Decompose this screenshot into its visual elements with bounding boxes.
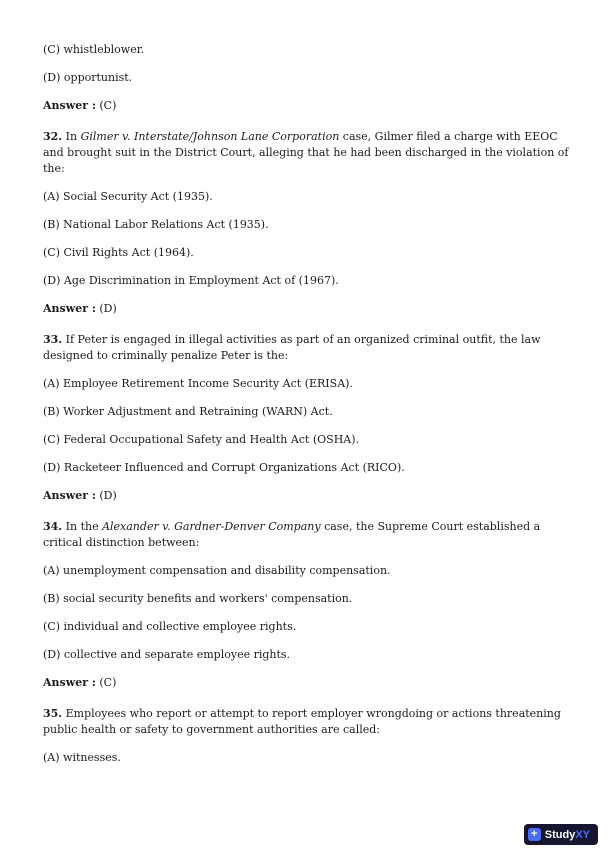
case-name: Gilmer v. Interstate/Johnson Lane Corporation bbox=[80, 130, 340, 143]
answer-value: (D) bbox=[99, 489, 117, 502]
answer-label: Answer : bbox=[43, 676, 96, 689]
question-text: 32. In Gilmer v. Interstate/Johnson Lane Corporation case, Gilmer filed a charge with EEOC and brought suit in the District Court, alleging that he had been discharged in the violation of the: bbox=[43, 130, 569, 175]
answer-label: Answer : bbox=[43, 99, 96, 112]
answer-value: (C) bbox=[99, 99, 117, 112]
question-number: 35. bbox=[43, 707, 63, 720]
option-line: (A) Employee Retirement Income Security Act (ERISA). bbox=[43, 377, 353, 390]
brand-wordmark: StudyXY bbox=[544, 828, 590, 841]
option-line: (C) individual and collective employee rights. bbox=[43, 620, 297, 633]
option-line: (D) Racketeer Influenced and Corrupt Organizations Act (RICO). bbox=[43, 461, 405, 474]
answer-line bbox=[43, 301, 570, 317]
answer-line bbox=[43, 488, 570, 504]
option-line: (D) Age Discrimination in Employment Act of (1967). bbox=[43, 274, 339, 287]
option-line: (A) Social Security Act (1935). bbox=[43, 190, 213, 203]
option-line: (C) Federal Occupational Safety and Health Act (OSHA). bbox=[43, 433, 360, 446]
question-number: 32. bbox=[43, 130, 63, 143]
question-number: 33. bbox=[43, 333, 63, 346]
option-line: (A) unemployment compensation and disability compensation. bbox=[43, 564, 391, 577]
option-line: (C) Civil Rights Act (1964). bbox=[43, 246, 194, 259]
option-line: (B) Worker Adjustment and Retraining (WARN) Act. bbox=[43, 405, 333, 418]
question-text: 33. If Peter is engaged in illegal activities as part of an organized criminal outfit, the law designed to criminally penalize Peter is the: bbox=[43, 333, 541, 362]
answer-line bbox=[43, 675, 570, 691]
question-number: 34. bbox=[43, 520, 63, 533]
option-line: (B) social security benefits and workers' compensation. bbox=[43, 592, 353, 605]
answer-label: Answer : bbox=[43, 489, 96, 502]
option-line: (C) whistleblower. bbox=[43, 43, 145, 56]
option-line: (D) opportunist. bbox=[43, 71, 133, 84]
answer-line bbox=[43, 98, 570, 114]
option-line: (A) witnesses. bbox=[43, 751, 121, 764]
option-line: (B) National Labor Relations Act (1935). bbox=[43, 218, 269, 231]
question-text: 34. In the Alexander v. Gardner-Denver Company case, the Supreme Court established a critical distinction between: bbox=[43, 520, 541, 549]
question-text: 35. Employees who report or attempt to report employer wrongdoing or actions threatening public health or safety to government authorities are called: bbox=[43, 707, 561, 736]
answer-value: (D) bbox=[99, 302, 117, 315]
studyxy-badge bbox=[524, 824, 598, 845]
answer-label: Answer : bbox=[43, 302, 96, 315]
case-name: Alexander v. Gardner-Denver Company bbox=[102, 520, 321, 533]
option-line: (D) collective and separate employee rights. bbox=[43, 648, 291, 661]
plus-icon: + bbox=[528, 828, 541, 841]
answer-value: (C) bbox=[99, 676, 117, 689]
